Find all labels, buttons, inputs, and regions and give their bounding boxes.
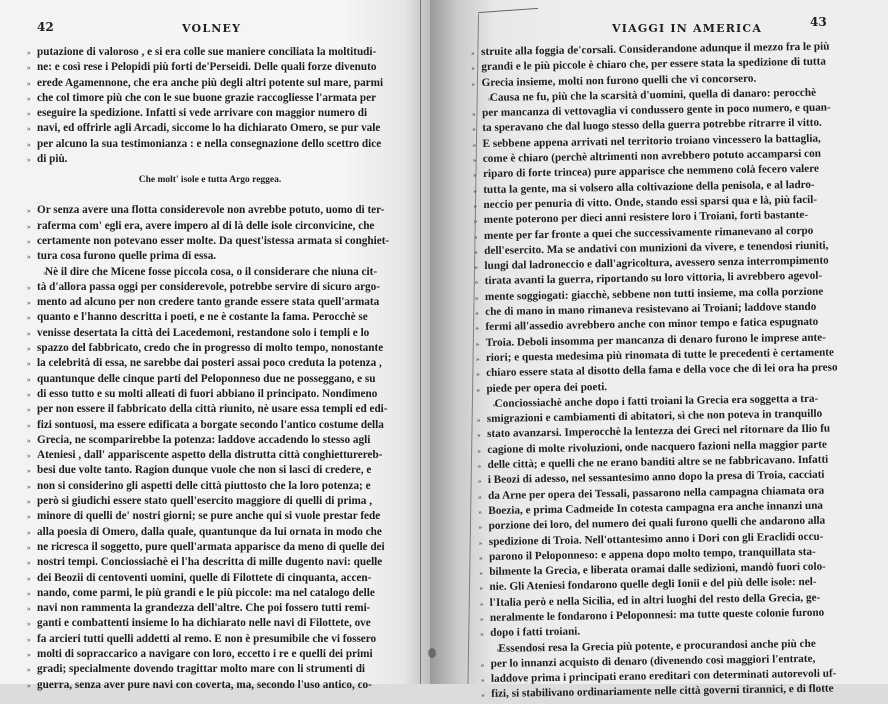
page-number-right: 43 [810,15,827,29]
page-rule-left [420,0,421,684]
text-line: » bilmente la Grecia, e liberata oramai dalle sedizioni, mandò fuori colo- [489,559,869,580]
text-line: » fa arcieri tutti quelli addetti al remo. E non è presumibile che vi fossero [37,632,407,647]
text-line: » nostri tempi. Conciossiachè ei l'ha descritta di mille dugento navi: quelle [37,555,407,570]
text-line: » parono il Peloponneso: e appena dopo molto tempo, tranquillata sta- [489,544,869,565]
text-line: » i Beozi di adesso, nel sessantesimo anno dopo la presa di Troia, cacciati [488,467,868,488]
paragraph [482,85,867,397]
text-line: » Ateniesi , dall' appariscente aspetto della distrutta città conghietturereb- [37,448,407,463]
text-line: » ne ricresca il soggetto, pure quell'armata apparisce da meno di quelle dei [37,540,407,555]
text-line: » che col timore più che con le sue buone grazie raccogliesse l'armata per [37,91,407,106]
text-line: » di più. [37,152,407,167]
paragraph [487,391,871,642]
text-line: » spazzo del fabbricato, credo che in progresso di molto tempo, nonostante [37,341,407,356]
text-line: » smigrazioni e cambiamenti di abitatori, sì che non poteva in tranquillo [487,406,867,427]
text-line: » neralmente le fondarono i Peloponnesi: ma tutte queste colonie furono [490,605,870,626]
text-line: » ne: e così rese i Pelopidi più forti de'Perseidi. Delle quali forze divenuto [37,60,407,75]
text-line: » Essendosi resa la Grecia più potente, e procurandosi anche più che [490,636,870,657]
text-line: » navi non rammenta la grandezza dell'altre. Che poi fossero tutti remi- [37,601,407,616]
text-line: » cagione di molte rivoluzioni, onde nacquero fazioni nella maggior parte [487,437,867,458]
text-line: » mente soggiogati: giacchè, sebbene non tutti insieme, ma colla porzione [485,284,865,305]
text-line: » stato avanzarsi. Imperocchè la lentezza dei Greci nel ritornare da Ilio fu [487,421,867,442]
text-line: » minore di quelli de' nostri giorni; se pure anche qui si vuole prestar fede [37,509,407,524]
text-line: » alla poesia di Omero, dalla quale, quantunque da lui ornata in modo che [37,525,407,540]
text-line: » tà d'allora passa oggi per considerevole, potrebbe servire di sicuro argo- [37,280,407,295]
text-line: » lungi dal ladroneccio e dall'agricoltura, avessero senza interrompimento [484,253,864,274]
text-line: » riori; e questa medesima più rinomata di tutte le precedenti è certamente [486,345,866,366]
text-line: » quanto e l'hanno descritta i poeti, e ne è costante la fama. Perocchè se [37,310,407,325]
text-line: » spedizione di Troia. Nell'ottantesimo anno i Dori con gli Eraclidi occu- [489,528,869,549]
text-line: » delle città; e quelli che ne erano banditi altre se ne fabbricavano. Infatti [487,452,867,473]
text-line: » per non essere il fabbricato della città riunito, nè usare essa templi ed edi- [37,402,407,417]
text-line: » gradi; specialmente dovendo tragittar molto mare con li strumenti di [37,662,407,677]
text-line: » eseguire la spedizione. Infatti si vede arrivare con maggior numero di [37,106,407,121]
text-line: » Grecia, ne scomparirebbe la potenza: laddove accadendo lo stesso agli [37,433,407,448]
text-line: » per mancanza di vettovaglia vi condussero gente in poco numero, e quan- [482,100,862,121]
text-line: » Boezia, e prima Cadmeide In cotesta campagna era anche innanzi una [488,498,868,519]
left-body-text [37,45,407,693]
text-line: » besi due volte tanto. Ragion dunque vuole che non si lasci di credere, e [37,463,407,478]
text-line: » fermi all'assedio avrebbero anche con minor tempo e fatica espugnato [485,314,865,335]
text-line: » Troia. Deboli insomma per mancanza di denaro furono le imprese ante- [486,330,866,351]
text-line: » non si considerino gli aspetti delle città piuttosto che la loro potenza; e [37,479,407,494]
text-line: » Causa ne fu, più che la scarsità d'uomini, quella di danaro: perocchè [482,85,862,106]
text-line: » l'Italia però e nella Sicilia, ed in altri luoghi del resto della Grecia, ge- [490,590,870,611]
text-line: » per alcuno la sua testimonianza : e nella consegnazione dello scettro dice [37,137,407,152]
text-line: » fizi sontuosi, ma essere edificata a borgate secondo l'antico costume della [37,418,407,433]
text-line: » mente per far fronte a quei che successivamente rimanevano al corpo [484,223,864,244]
text-line: » da Arne per opera dei Tessali, passarono nella campagna chiamata ora [488,483,868,504]
text-line: » molti di sopraccarico a navigare con loro, eccetto i re e quelli dei primi [37,647,407,662]
text-line: » ganti e combattenti insieme lo ha dichiarato nelle navi di Filottete, ove [37,616,407,631]
text-line: » putazione di valoroso , e si era colle sue maniere conciliata la moltitudi- [37,45,407,60]
text-line: » la celebrità di essa, ne sarebbe dai posteri assai poco creduta la potenza , [37,356,407,371]
text-line: » grandi e le più piccole è chiaro che, per essere stata la spedizione di tutta [481,54,861,75]
text-line: » struite alla foggia de'corsali. Considerandone adunque il mezzo fra le più [481,39,861,60]
text-line: » navi, ed offrirle agli Arcadi, siccome lo ha dichiarato Omero, se pur vale [37,121,407,136]
text-line: » guerra, senza aver pure navi con coverta, ma, secondo l'uso antico, co- [37,678,407,693]
text-line: » Or senza avere una flotta considerevole non avrebbe potuto, uomo di ter- [37,203,407,218]
text-line: » porzione dei loro, del numero dei quali furono quelli che andarono alla [488,513,868,534]
running-head-right: VIAGGI IN AMERICA [612,22,763,35]
text-line: » quantunque delle cinque parti del Peloponneso due ne posseggano, e su [37,372,407,387]
text-line: » piede per opera dei poeti. [486,376,866,397]
text-line: » tirata avanti la guerra, riportando su loro vittoria, li avrebbero agevol- [485,268,865,289]
text-line: » dopo i fatti troiani. [490,620,870,641]
text-line: » come è chiaro (perchè altrimenti non avrebbero potuto accamparsi con [483,146,863,167]
text-line: » Conciossiachè anche dopo i fatti troiani la Grecia era soggetta a tra- [487,391,867,412]
text-line: » ta speravano che dal luogo stesso della guerra potrebbe ritrarre il vitto. [482,116,862,137]
page-number-left: 42 [37,20,54,34]
text-line: » di esso tutto e su molti alleati di fuori abbiano il principato. Nondimeno [37,387,407,402]
running-head-left: VOLNEY [182,22,242,35]
right-body-text [481,39,871,703]
paragraph [490,636,871,703]
text-line: » per lo innanzi acquisto di denaro (divenendo così maggiori l'entrate, [491,651,871,672]
paragraph [37,203,407,264]
text-line: » dell'esercito. Ma se andativi con munizioni da vivere, e tenendosi riuniti, [484,238,864,259]
text-line: » Grecia insieme, molti non furono quelli che vi concorsero. [481,70,861,91]
text-line: » riparo di forte trincea) pure apparisce che nemmeno colà fecero valere [483,161,863,182]
text-line: » laddove prima i principati erano ereditari con determinati autorevoli uf- [491,666,871,687]
text-line: » che di mano in mano rimaneva resistevano ai Troiani; laddove stando [485,299,865,320]
text-line: » nie. Gli Ateniesi fondarono quelle degli Ionii e del più delle isole: nel- [489,574,869,595]
text-line: » mento ad alcuno per non credere tanto grande essere stata quell'armata [37,295,407,310]
text-line: » tura cosa furono quelle prima di essa. [37,249,407,264]
text-line: » E sebbene appena arrivati nel territorio troiano vincessero la battaglia, [482,131,862,152]
paragraph [481,39,862,91]
text-line: » venisse desertata la città dei Lacedemoni, restandone solo i templi e lo [37,326,407,341]
text-line: » nando, come parmi, le più grandi e le più piccole: ma nel catalogo delle [37,586,407,601]
text-line: » neccio per penuria di vitto. Onde, stando essi sparsi qua e là, più facil- [483,192,863,213]
text-line: » mente poterono per dieci anni resistere loro i Troiani, forti bastante- [484,207,864,228]
text-line: » certamente non potevano esser molte. Da quest'istessa armata si conghiet- [37,234,407,249]
text-line: » dei Beozii di centoventi uomini, quelle di Filottete di cinquanta, accen- [37,571,407,586]
text-line: » raferma com' egli era, avere impero al di là delle isole circonvicine, che [37,219,407,234]
text-line: » però si giudichi essere stato quell'esercito maggiore di quelli di prima , [37,494,407,509]
text-line: » fizi, si stabilivano ordinariamente nelle città governi tirannici, e di flotte [491,681,871,702]
paragraph [37,45,407,167]
paragraph [37,265,407,693]
text-line: » erede Agamennone, che era anche più degli altri potente sul mare, parmi [37,76,407,91]
ink-smudge [428,648,436,658]
verse-quote: Che molt' isole e tutta Argo reggea. [138,175,282,185]
text-line: » chiaro essere stata al disotto della fama e della voce che di lei ora ha preso [486,360,866,381]
text-line: » tutta la gente, ma si volsero alla coltivazione della penisola, e al ladro- [483,177,863,198]
text-line: » Nè il dire che Micene fosse piccola cosa, o il considerare che niuna cit- [37,265,407,280]
